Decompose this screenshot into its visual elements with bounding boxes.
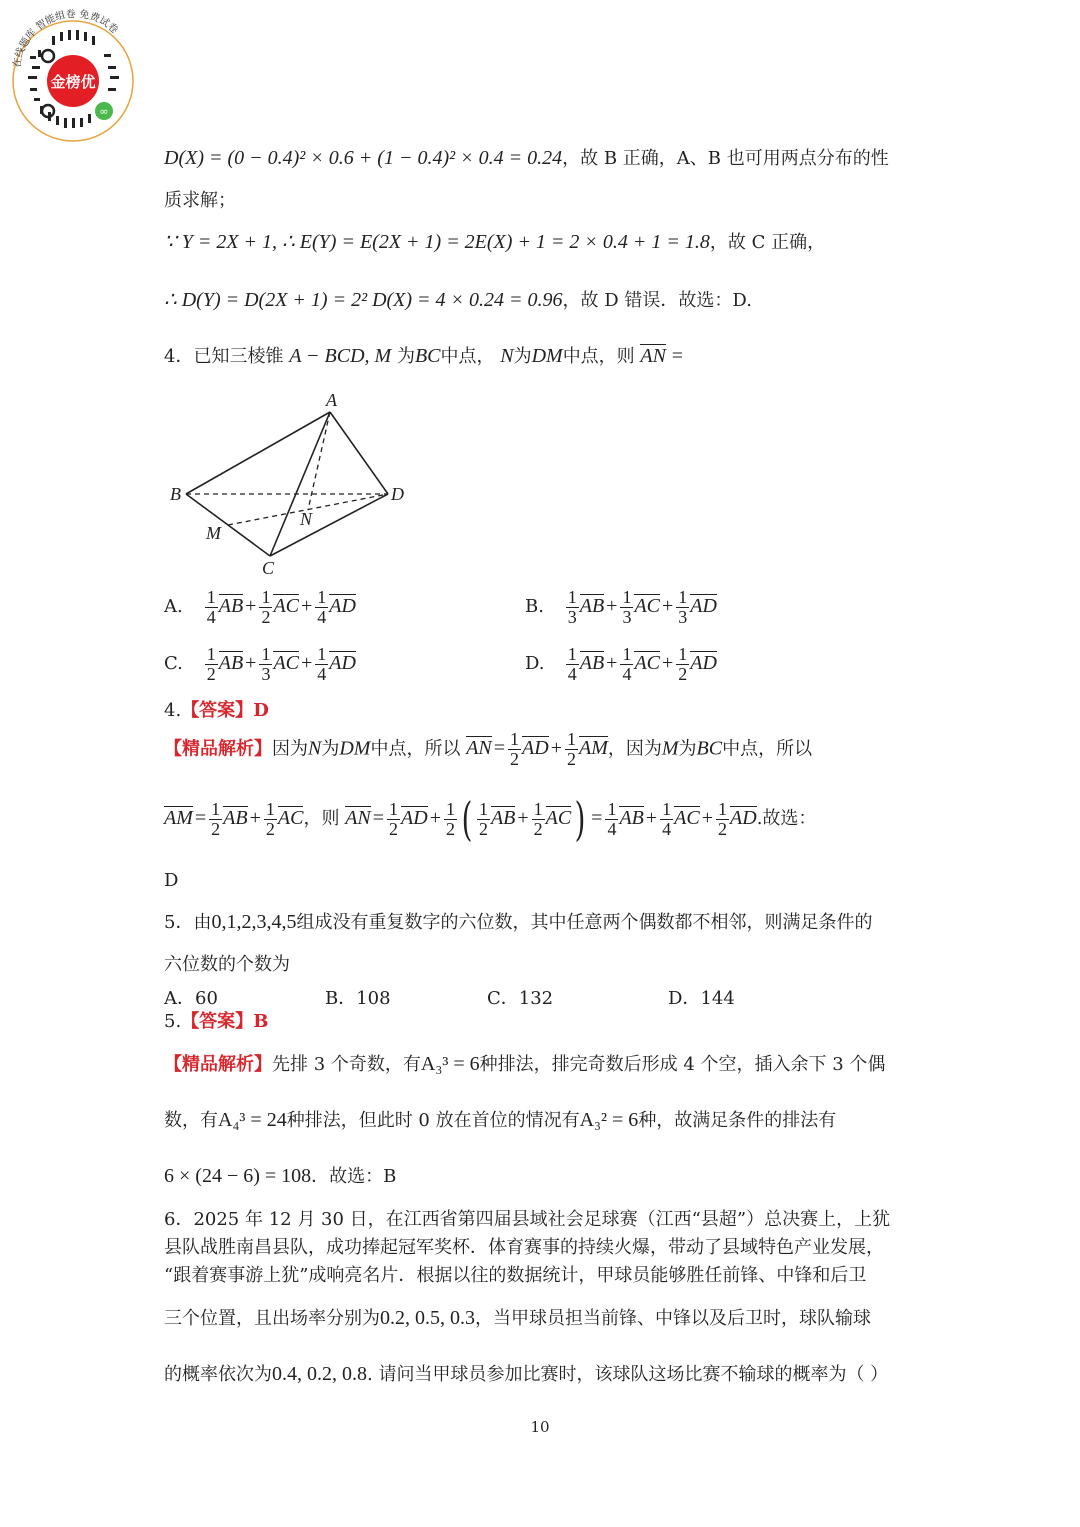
q3-solution-line3: ∵ Y = 2X + 1, ∴ E(Y) = E(2X + 1) = 2E(X) + 1 = 2 × 0.4 + 1 = 1.8，故 C 正确， <box>164 231 826 253</box>
q5-option-d[interactable]: D．144 <box>668 988 735 1009</box>
q4-option-c[interactable]: C. $\frac{1}{2}$ AB + $\frac{1}{3}$ AC + $\frac{1}{4}$ AD <box>164 644 356 684</box>
vertex-label-b: B <box>170 484 181 504</box>
q5-option-b[interactable]: B．108 <box>325 988 391 1009</box>
q6-line2: 县队战胜南昌县队，成功捧起冠军奖杯．体育赛事的持续火爆，带动了县域特色产业发展， <box>164 1237 884 1258</box>
page-number: 10 <box>530 1418 550 1436</box>
q6-line4: 三个位置，且出场率分别为0.2, 0.5, 0.3，当甲球员担当前锋、中锋以及后卫时，球队输球 <box>164 1307 871 1329</box>
logo-center-text: 金榜优 <box>50 73 96 91</box>
q4-option-b[interactable]: B. $\frac{1}{3}$ AB + $\frac{1}{3}$ AC + $\frac{1}{3}$ AD <box>525 587 717 627</box>
q3-solution-line2: 质求解； <box>164 190 236 211</box>
q4-analysis-line2: AM = $\frac{1}{2}$ AB + $\frac{1}{2}$ AC，则 AN = $\frac{1}{2}$ AD + $\frac{1}{2}$ ( $\frac{1}{2}$ AB + $\frac{1}{2}$ AC) = $\frac{1}{4}$ AB + $\frac{1}{4}$ AC + $\frac{1}{2}$ AD.故选： <box>164 792 817 846</box>
point-label-m: M <box>206 523 221 543</box>
q4-analysis-line1: 【精品解析】因为N为DM中点，所以 AN = $\frac{1}{2}$ AD + $\frac{1}{2}$ AM，因为M为BC中点，所以 <box>164 729 813 769</box>
svg-text:∞: ∞ <box>99 105 109 118</box>
point-label-n: N <box>300 509 313 529</box>
q6-line3: “跟着赛事游上犹”成响亮名片．根据以往的数据统计，甲球员能够胜任前锋、中锋和后卫 <box>164 1265 867 1286</box>
q5-analysis-line2: 数，有A₄³ = 24种排法，但此时 0 放在首位的情况有A₃² = 6种，故满足条件的排法有 <box>164 1109 837 1131</box>
vertex-label-c: C <box>262 558 275 575</box>
q4-option-a[interactable]: A. $\frac{1}{4}$ AB + $\frac{1}{2}$ AC + $\frac{1}{4}$ AD <box>164 587 356 627</box>
q3-solution-line1: D(X) = (0 − 0.4)² × 0.6 + (1 − 0.4)² × 0.4 = 0.24，故 B 正确，A、B 也可用两点分布的性 <box>164 147 889 169</box>
q5-analysis-line1: 【精品解析】先排 3 个奇数，有A₃³ = 6种排法，排完奇数后形成 4 个空，插入余下 3 个偶 <box>164 1053 886 1075</box>
q5-analysis-line3: 6 × (24 − 6) = 108．故选：B <box>164 1165 397 1187</box>
q5-stem-line1: 5．由0,1,2,3,4,5组成没有重复数字的六位数，其中任意两个偶数都不相邻，则满足条件的 <box>164 911 873 933</box>
q4-option-d[interactable]: D. $\frac{1}{4}$ AB + $\frac{1}{4}$ AC + $\frac{1}{2}$ AD <box>525 644 717 684</box>
q5-stem-line2: 六位数的个数为 <box>164 954 290 975</box>
q5-option-c[interactable]: C．132 <box>487 988 554 1009</box>
vertex-label-a: A <box>326 390 337 410</box>
q5-answer: 5.【答案】B <box>164 1011 269 1032</box>
q5-option-a[interactable]: A．60 <box>164 988 218 1009</box>
logo-ring-text: 在线题库 智能组卷 免费试卷 <box>11 8 120 69</box>
q4-answer: 4.【答案】D <box>164 700 269 721</box>
q3-solution-line4: ∴ D(Y) = D(2X + 1) = 2² D(X) = 4 × 0.24 = 0.96，故 D 错误．故选：D. <box>164 289 752 311</box>
q4-stem: 4．已知三棱锥 A − BCD, M 为BC中点， N为DM中点，则 AN = <box>164 345 683 367</box>
q4-analysis-end: D <box>164 870 179 891</box>
vertex-label-d: D <box>391 484 404 504</box>
q6-line5: 的概率依次为0.4, 0.2, 0.8. 请问当甲球员参加比赛时，该球队这场比赛不输球的概率为（ ） <box>164 1363 889 1385</box>
tetrahedron-figure <box>166 390 416 575</box>
q6-line1: 6．2025 年 12 月 30 日，在江西省第四届县域社会足球赛（江西“县超”）总决赛上，上犹 <box>164 1209 891 1230</box>
brand-logo-qr <box>8 6 138 146</box>
